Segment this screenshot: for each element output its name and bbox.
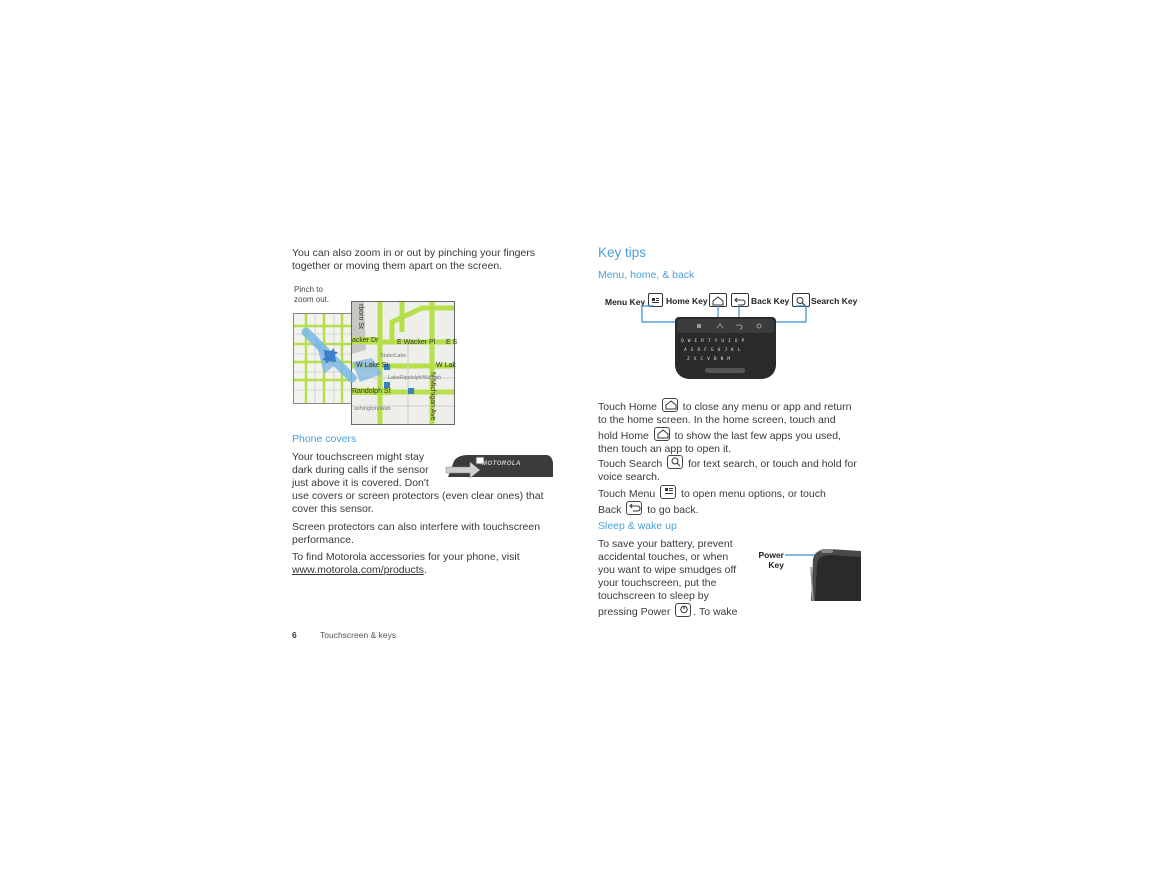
search-text-c: voice search. [598,471,660,483]
phone-sensor-illustration [444,453,554,479]
menu-inline-icon [660,485,676,499]
keyboard-key-f: F [704,348,711,353]
map-zoomed-in [351,301,458,425]
keyboard-phone-illustration [675,317,776,379]
home-text-e: to show the last few apps you used, [674,430,841,442]
space-bar [705,368,745,373]
keyboard-key-v: V [707,357,714,362]
accessories-text: To find Motorola accessories for your phone, visit [292,551,520,563]
pinch-arrows-icon [300,326,360,386]
map-label-wacker-pl: E Wacker Pl [397,339,436,346]
keyboard-key-n: N [720,357,728,362]
keyboard-key-m: M [727,357,735,362]
keyboard-key-s: S [690,348,698,353]
keyboard-key-d: D [697,348,705,353]
pinch-caption-line-2: zoom out. [294,295,330,304]
sleep-line-2: accidental touches, or when [598,551,729,563]
back-key-icon [731,293,749,307]
sleep-line-3: you want to wipe smudges off [598,564,737,576]
keyboard-key-c: C [700,357,708,362]
map-label-randolph-wabash: Randolph/Wabash [400,375,441,381]
menu-key-icon [648,293,663,307]
back-key-label: Back Key [751,296,790,306]
menu-text-b: to open menu options, or touch [681,488,826,500]
keyboard-key-h: H [717,348,725,353]
sleep-line-6b: . To wake [693,606,738,618]
menu-key-label: Menu Key [605,297,646,307]
power-phone-illustration [785,547,861,601]
home-key-icon [709,293,727,307]
phone-covers-heading: Phone covers [292,433,357,445]
keyboard-key-u: U [721,339,729,344]
home-paragraph [598,398,863,456]
search-key-label: Search Key [811,296,858,306]
menu-paragraph [598,485,863,517]
map-label-lake: Lake [388,375,400,381]
back-inline-icon [626,501,642,515]
pinch-caption-line-1: Pinch to [294,285,323,294]
keyboard-key-o: O [734,339,742,344]
pinch-caption [294,285,329,305]
keyboard-key-b: B [713,357,721,362]
keyboard-row-1 [681,337,771,346]
keyboard-key-w: W [687,339,695,344]
map-label-e-s: E S [446,339,458,346]
map-label-lake-st: W Lake St [356,362,389,369]
map-label-washington: ashington/Wab [354,406,391,412]
phone-covers-line-3: just above it is covered. Don't [292,477,429,489]
map-label-state-lake: State/Lake [380,353,407,359]
home-text-a: Touch Home [598,401,657,413]
home-text-b: to close any menu or app and return [682,401,852,413]
sleep-line-5: touchscreen to sleep by [598,590,709,602]
keyboard-key-l: L [737,348,745,353]
keyboard-row-2 [681,346,771,355]
sleep-line-1: To save your battery, prevent [598,538,733,550]
keyboard-key-y: Y [714,339,722,344]
phone-covers-line-2: dark during calls if the sensor [292,464,429,476]
home-text-d: hold Home [598,430,649,442]
keyboard-key-q: Q [681,339,688,344]
front-key-bar [677,319,774,333]
map-label-michigan: N Michigan Ave [429,372,436,421]
map-label-dearborn: rborn St [357,304,364,329]
keyboard-key-j: J [724,348,732,353]
keyboard-key-i: I [728,339,735,344]
sleep-heading: Sleep & wake up [598,520,677,532]
home-inline-icon [662,398,678,412]
map-label-w-lak: W Lak [436,362,456,369]
keyboard-key-a: A [684,348,691,353]
search-key-icon [792,293,810,307]
keyboard-key-t: T [707,339,715,344]
phone-covers-line-1: Your touchscreen might stay [292,451,425,463]
keyboard-key-p: P [741,339,749,344]
menu-text-c: Back [598,504,622,516]
search-text-a: Touch Search [598,458,663,470]
accessories-paragraph [292,551,556,577]
accessories-link[interactable]: www.motorola.com/products [292,564,424,576]
keyboard-key-k: K [731,348,738,353]
keyboard-row-3 [681,355,771,364]
menu-home-back-heading: Menu, home, & back [598,269,695,281]
menu-text-d: to go back. [647,504,699,516]
phone-brand-logo: MOTOROLA [482,461,521,467]
keyboard-keys [681,337,771,364]
menu-text-a: Touch Menu [598,488,656,500]
keyboard-key-r: R [701,339,708,344]
protectors-paragraph: Screen protectors can also interfere with touchscreen performance. [292,521,541,546]
power-key-label [758,550,784,570]
footer-section: Touchscreen & keys [320,630,397,640]
power-label-line-2: Key [768,560,784,570]
map-label-randolph: Randolph St [352,388,391,395]
intro-paragraph: You can also zoom in or out by pinching your fingers together or moving them apart on the screen. [292,247,536,272]
keyboard-key-e: E [694,339,702,344]
page-number: 6 [292,630,297,640]
power-label-line-1: Power [758,550,784,560]
power-inline-icon [675,603,691,617]
search-inline-icon [667,455,683,469]
key-tips-heading: Key tips [598,245,647,260]
keyboard-key-g: G [710,348,718,353]
home-text-f: then touch an app to open it. [598,443,732,455]
phone-covers-line-4: use covers or screen protectors (even clear ones) that [292,490,544,502]
keyboard-key-z: Z [687,357,694,362]
sleep-line-6a: pressing Power [598,606,671,618]
phone-covers-line-5: cover this sensor. [292,503,374,515]
accessories-period: . [423,564,427,576]
home-key-label: Home Key [666,296,708,306]
keyboard-key-x: X [693,357,701,362]
map-label-wacker-dr: acker Dr [352,337,379,344]
home-text-c: to the home screen. In the home screen, touch and [598,414,836,426]
home-inline-icon-2 [654,427,670,441]
sleep-paragraph [598,538,758,619]
sleep-line-4: your touchscreen, put the [598,577,717,589]
search-text-b: for text search, or touch and hold for [688,458,857,470]
search-paragraph [598,455,863,484]
